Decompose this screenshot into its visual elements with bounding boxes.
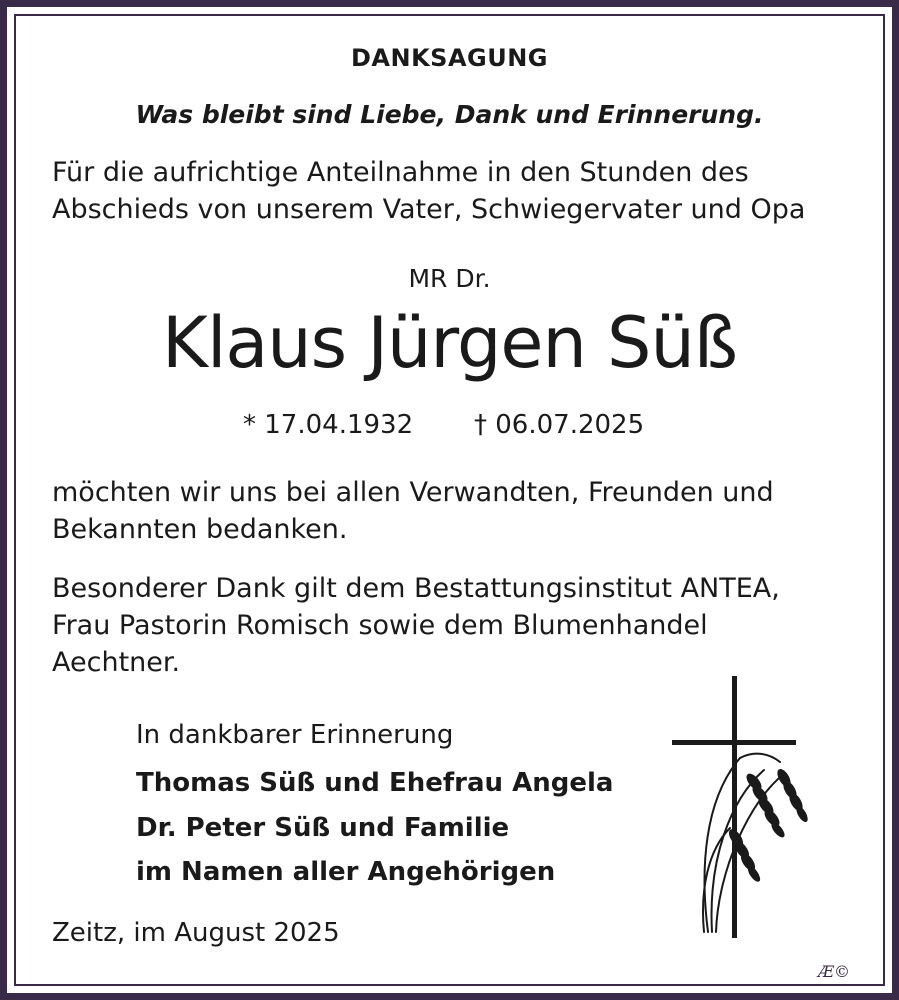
cross-with-wheat-icon: [660, 670, 820, 940]
place-date: Zeitz, im August 2025: [52, 918, 340, 948]
thanks-paragraph-1: möchten wir uns bei allen Verwandten, Freunden und Bekannten bedanken.: [52, 477, 774, 545]
signatory-line: im Namen aller Angehörigen: [136, 857, 556, 887]
publisher-signet: Æ©: [818, 962, 851, 981]
intro-paragraph: Für die aufrichtige Anteilnahme in den Stunden des Abschieds von unserem Vater, Schwiegervater und Opa: [52, 157, 806, 225]
deceased-title: MR Dr.: [408, 264, 491, 293]
notice-motto: Was bleibt sind Liebe, Dank und Erinnerung.: [135, 100, 764, 129]
signatory-line: Thomas Süß und Ehefrau Angela: [136, 768, 614, 798]
notice-heading: DANKSAGUNG: [350, 44, 548, 72]
signatory-line: Dr. Peter Süß und Familie: [136, 813, 510, 843]
closing-label: In dankbarer Erinnerung: [136, 720, 454, 750]
deceased-name: Klaus Jürgen Süß: [162, 302, 737, 384]
death-date: † 06.07.2025: [474, 410, 645, 440]
thanks-paragraph-2: Besonderer Dank gilt dem Bestattungsinstitut ANTEA, Frau Pastorin Romisch sowie dem Blumenhandel Aechtner.: [52, 573, 780, 678]
birth-date: * 17.04.1932: [243, 410, 414, 440]
